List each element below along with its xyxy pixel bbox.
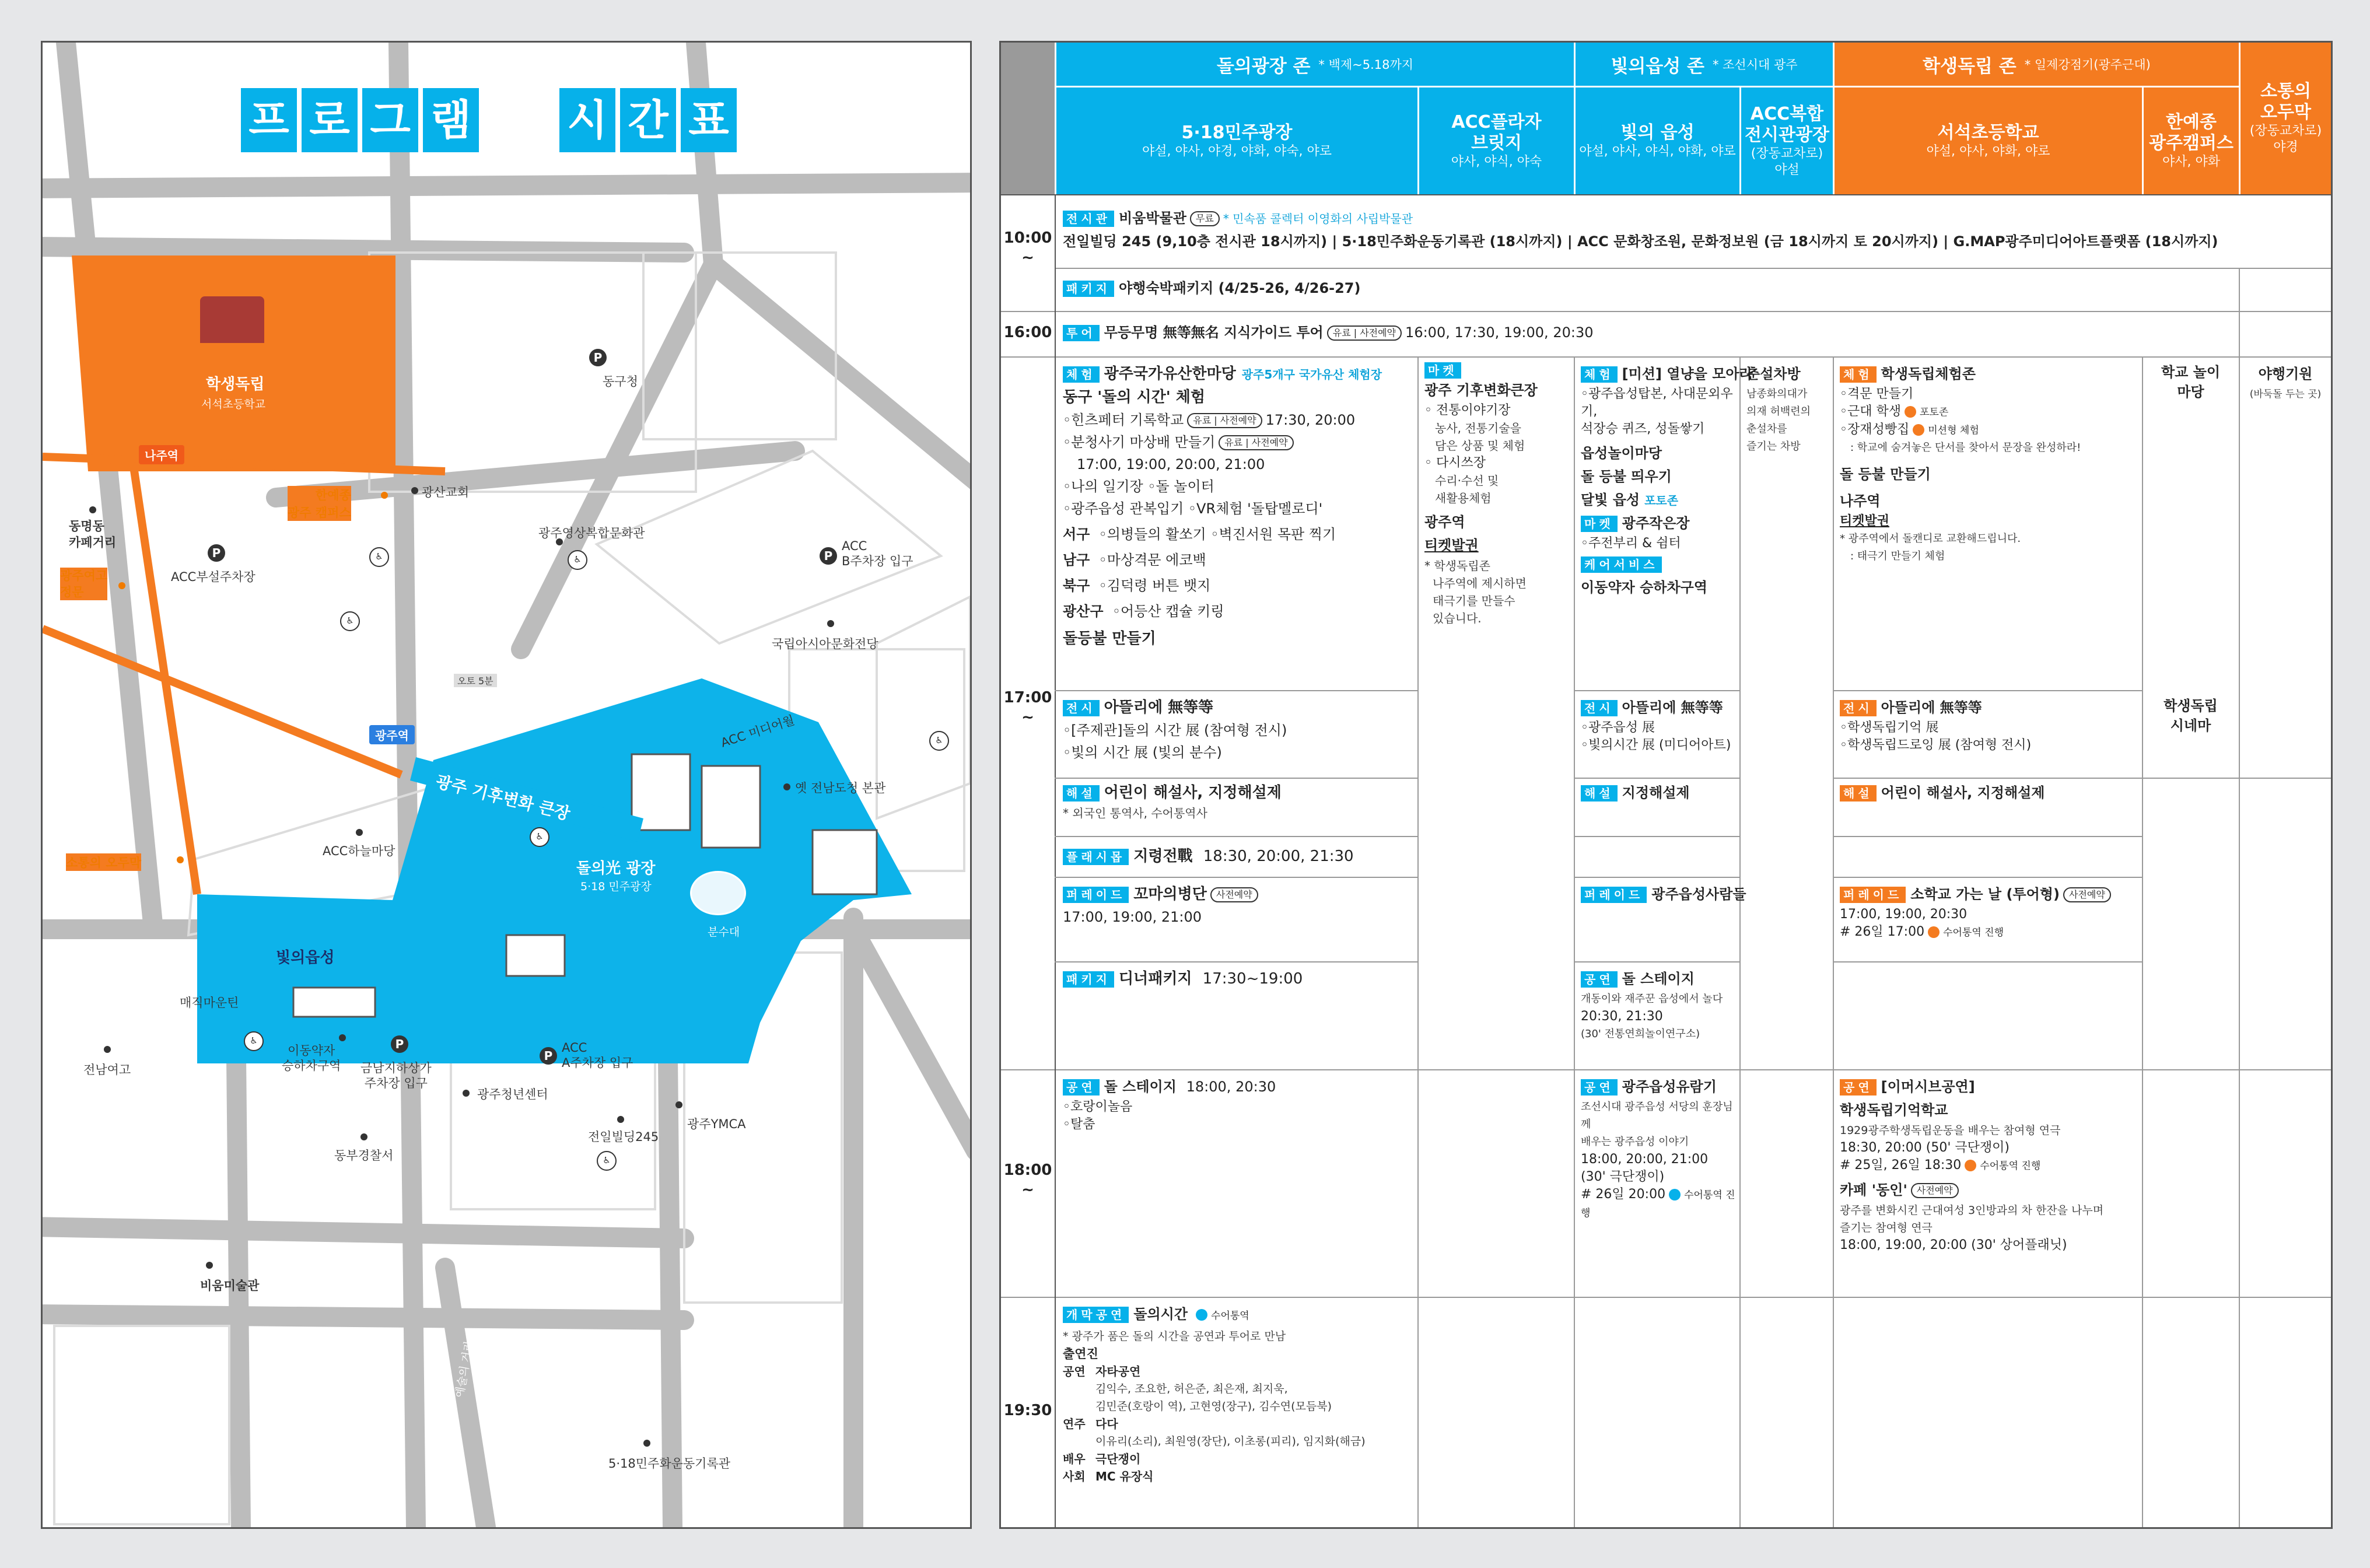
grid-line [1833, 690, 2142, 691]
sotong-dot [177, 856, 184, 863]
grid-line [1055, 836, 1417, 837]
row-1000-line2: 전일빌딩 245 (9,10층 전시관 18시까지) | 5·18민주화운동기록관 (18시까지) | ACC 문화창조원, 문화정보원 (금 18시까지 토 20시까지) | G.MAP광주미디어아트플랫폼 (18시까지) [1063, 233, 2218, 250]
acc-dot [827, 620, 834, 627]
grid-line [1055, 877, 1417, 878]
cafe-street-label: 동명동 카페거리 [69, 519, 117, 550]
subzone-518-plaza: 5·18민주광장 야설, 야사, 야경, 야화, 야숙, 야로 [1056, 88, 1417, 194]
light-fortress-name: 빛의읍성 [276, 949, 335, 967]
grid-line [1574, 961, 1739, 963]
col-bridge-cell: 마켓 광주 기후변화큰장 ◦ 전통이야기장 농사, 전통기술을 담은 상품 및 체험 ◦ 다시쓰장 수리·수선 및 새활용체험 광주역 티켓발권 * 학생독립존 나주역에 제시하면 태극기를 만들수 있습니다. [1424, 363, 1538, 625]
grid-line [2142, 778, 2331, 779]
row-1800-fortress: 공연 광주읍성유람기 조선시대 광주읍성 서당의 훈장님께 배우는 광주읍성 이야기 18:00, 20:00, 21:00 (30' 극단쟁이) # 26일 20:00 수어통역 진행 [1581, 1079, 1735, 1219]
grid-line [1833, 356, 1834, 1527]
sky-yard-label: ACC하늘마당 [323, 844, 395, 858]
row-1600-tour: 투어 무등무명 無等無名 지식가이드 투어 유료 | 사전예약 16:00, 17:30, 19:00, 20:30 [1063, 321, 1593, 344]
ymca-dot [675, 1101, 682, 1108]
independence-zone-name: 학생독립 [206, 376, 265, 393]
sign-language-icon [1669, 1189, 1681, 1200]
restroom-icon: ♿ [568, 550, 587, 570]
col-independence-cell: 체험 학생독립체험존 ◦격문 만들기 ◦근대 학생 포토존 ◦장재성빵집 미션형 체험 : 학교에 숨겨놓은 단서를 찾아서 문장을 완성하라! 돌 등불 만들기 나주역 티켓발권 * 광주역에서 돌캔디로 교환해드립니다. : 태극기 만들기 체험 [1840, 366, 2081, 562]
underground-parking-label: 금남지하상가 주차장 입구 [360, 1061, 432, 1090]
donggu-office-label: 동구청 [603, 374, 638, 388]
grid-line [1574, 356, 1575, 1527]
fountain-icon [690, 871, 746, 915]
col-fortress-parade: 퍼레이드 광주읍성사람들 [1581, 883, 1738, 906]
old-provincial-hall-dot [783, 783, 790, 790]
grid-line [2239, 268, 2240, 1527]
fountain-label: 분수대 [708, 926, 740, 939]
gwangju-station-badge: 광주역 [369, 725, 415, 744]
sky-yard-dot [356, 829, 363, 836]
art-street-label: 예술의 거리 [453, 1340, 476, 1399]
grid-line [1001, 356, 2331, 358]
mission-icon [1913, 424, 1924, 436]
media-wall-label: ACC 미디어월 [719, 713, 796, 750]
restroom-icon: ♿ [369, 547, 389, 567]
restroom-icon: ♿ [530, 827, 549, 847]
zone-independence: 학생독립 존 * 일제강점기(광주근대) [1835, 43, 2239, 86]
col-fortress-commentary: 해설 지정해설제 [1581, 781, 1738, 804]
parking-icon: P [540, 1047, 557, 1065]
magic-mountain-label: 매직마운틴 [180, 996, 239, 1010]
jeonil-dot [617, 1116, 624, 1123]
acc-parking-label: ACC부설주차장 [171, 570, 255, 584]
col-518-package: 패키지 디너패키지 17:30~19:00 [1063, 967, 1413, 991]
independence-zone-sub: 서석초등학교 [201, 398, 266, 411]
zone-stone-plaza: 돌의광장 존 * 백제~5.18까지 [1056, 43, 1574, 86]
museum-label: 비움미술관 [200, 1279, 260, 1293]
col-518-parade: 퍼레이드 꼬마의병단 사전예약 17:00, 19:00, 21:00 [1063, 883, 1413, 928]
stone-plaza-name: 돌의光 광장 [576, 860, 656, 877]
campus-map [41, 41, 972, 1529]
map-title-char-4: 램 [423, 88, 479, 152]
grid-line [1417, 356, 1419, 1527]
time-1700: 17:00 ~ [1003, 689, 1052, 726]
col-fortress-stage: 공연 돌 스테이지 개동이와 재주꾼 읍성에서 놀다 20:30, 21:30 (30' 전통연희놀이연구소) [1581, 971, 1723, 1040]
subzone-light-fortress: 빛의 읍성 야설, 야사, 야식, 야화, 야로 [1576, 88, 1739, 194]
jeonil-label: 전일빌딩245 [588, 1130, 659, 1144]
acc-b-parking-label: ACC B주차장 입구 [842, 539, 913, 568]
grid-line [1833, 961, 2142, 963]
walk-time-label: 오토 5분 [454, 674, 497, 687]
map-title-char-1: 프 [241, 88, 297, 152]
col-independence-exhibit: 전시 아뜰리에 無等等 ◦학생독립기억 展 ◦학생독립드로잉 展 (참여형 전시) [1840, 699, 2032, 752]
grid-line [1055, 690, 1417, 691]
col-518-exhibit: 전시 아뜰리에 無等等 ◦[주제관]돌의 시간 展 (참여형 전시) ◦빛의 시간 展 (빛의 분수) [1063, 699, 1287, 761]
hanyejong-label: 한예종 광주 캠퍼스 [288, 486, 351, 521]
restroom-icon: ♿ [244, 1031, 264, 1051]
row-1930-opening: 개막공연 돌의시간 수어통역 * 광주가 품은 돌의 시간을 공연과 투어로 만남 출연진 공연 자타공연 김익수, 조요한, 허은준, 최은재, 최지욱, 김민준(호랑이 역), 고현영(장구), 김수연(모듬북) 연주 다다 이유리(소리), 최원영(장단), 이초롱(피리), 임지화(해금) 배우 극단쟁이 사회 MC 유장식 [1063, 1306, 1366, 1483]
youth-center-label: 광주청년센터 [477, 1087, 548, 1101]
girls-high-label: 광주여고 정문 [60, 569, 108, 599]
grid-line [1001, 311, 2331, 312]
grid-line [1833, 836, 2142, 837]
col-independence-parade: 퍼레이드 소학교 가는 날 (투어형) 사전예약 17:00, 19:00, 20:30 # 26일 17:00 수어통역 진행 [1840, 883, 2137, 942]
grid-line [1055, 961, 1417, 963]
col-knua-play: 학교 놀이 마당 [2161, 364, 2221, 400]
col-fortress-cell: 체험 [미션] 열냥을 모아라 ◦광주읍성탑본, 사대문외우기, 석장승 퀴즈, 성돌쌓기 읍성놀이마당 돌 등불 띄우기 달빛 읍성 포토존 마켓 광주작은장 ◦주전부리 & 쉼터 케어서비스 이동약자 승하차구역 [1581, 366, 1753, 596]
naju-station-badge: 나주역 [139, 445, 184, 464]
church-dot [411, 487, 418, 494]
acc-label: 국립아시아문화전당 [772, 637, 878, 651]
ymca-label: 광주YMCA [687, 1117, 746, 1131]
sign-language-icon [1196, 1309, 1207, 1321]
grid-line [1574, 836, 1739, 837]
map-title-char-3: 그 [362, 88, 418, 152]
grid-line [1574, 690, 1739, 691]
dropoff-label: 이동약자 승하차구역 [282, 1044, 341, 1073]
subzone-knua: 한예종 광주캠퍼스 야사, 야화 [2144, 88, 2239, 194]
col-518-flashmob: 플래시몹 지령전戰 18:30, 20:00, 21:30 [1063, 845, 1413, 868]
police-dot [360, 1133, 367, 1140]
jeonnam-girls-dot [104, 1046, 111, 1053]
restroom-icon: ♿ [340, 611, 360, 631]
grid-line [1001, 1069, 2331, 1070]
archive-label: 5·18민주화운동기록관 [608, 1457, 731, 1471]
time-1000: 10:00 ~ [1003, 229, 1052, 267]
dropoff-dot [339, 1034, 346, 1041]
row-1800-stage: 공연 돌 스테이지 18:00, 20:30 ◦호랑이놀음 ◦탈춤 [1063, 1079, 1276, 1132]
time-1800: 18:00 ~ [1003, 1161, 1052, 1199]
map-title-char-6: 간 [620, 88, 676, 152]
col-518-commentary: 해설 어린이 해설사, 지정해설제 * 외국인 통역사, 수어통역사 [1063, 784, 1282, 820]
restroom-icon: ♿ [929, 731, 949, 751]
girls-high-dot [118, 582, 125, 589]
sotong-label: 소통의 오두막 [66, 853, 141, 871]
grid-line [1574, 877, 1739, 878]
header-corner [1001, 43, 1055, 194]
col-sotong-wish: 야행기원 (바둑돌 두는 곳) [2249, 366, 2322, 400]
parking-icon: P [589, 349, 607, 366]
col-knua-cinema: 학생독립 시네마 [2164, 698, 2218, 734]
sign-language-icon [1928, 926, 1940, 938]
grid-line [2142, 356, 2143, 1527]
grid-line [1833, 877, 2142, 878]
photo-zone-icon [1905, 406, 1916, 418]
grid-line [1739, 356, 1741, 1527]
grid-line [1001, 194, 2331, 195]
subzone-acc-exhibit: ACC복합 전시관광장 (장동교차로) 야설 [1741, 88, 1833, 194]
col-518-cell: 체험 광주국가유산한마당 광주5개구 국가유산 체험장 동구 '돌의 시간' 체험 ◦힌츠페터 기록학교 유료 | 사전예약 17:30, 20:00 ◦분청사기 마상배 만들기 유료 | 사전예약 17:00, 19:00, 20:00, 21:00 ◦나의 일기장 ◦돌 놀이터 ◦광주읍성 관복입기 ◦VR체험 '돌탑멜로디' 서구 ◦의병들의 활쏘기 ◦벽진서원 목판 찍기 남구 ◦마상격문 에코백 북구 ◦김덕령 버튼 뱃지 광산구 ◦어등산 캡슐 키링 돌등불 만들기 [1063, 365, 1382, 648]
grid-line [1055, 268, 2331, 269]
zone-sotong: 소통의 오두막 (장동교차로) 야경 [2241, 43, 2331, 194]
col-fortress-exhibit: 전시 아뜰리에 無等等 ◦광주읍성 展 ◦빛의시간 展 (미디어아트) [1581, 699, 1731, 752]
col-independence-commentary: 해설 어린이 해설사, 지정해설제 [1840, 781, 2137, 804]
row-1800-independence: 공연 [이머시브공연] 학생독립기억학교 1929광주학생독립운동을 배우는 참여형 연극 18:30, 20:00 (50' 극단쟁이) # 25일, 26일 18:30 수어통역 진행 카페 '동인' 사전예약 광주를 변화시킨 근대여성 3인방과의 차 한잔을 나누며 즐기는 참여형 연극 18:00, 19:00, 20:00 (30' 상어플래닛) [1840, 1079, 2104, 1252]
acc-a-parking-label: ACC A주차장 입구 [562, 1041, 633, 1070]
stone-plaza-sub: 5·18 민주광장 [580, 880, 652, 893]
cafe-street-dot [89, 506, 96, 513]
parking-icon: P [208, 544, 225, 562]
jeonnam-girls-label: 전남여고 [83, 1063, 131, 1077]
map-title-char-5: 시 [559, 88, 615, 152]
youth-center-dot [463, 1090, 470, 1097]
zone-light-fortress: 빛의읍성 존 * 조선시대 광주 [1576, 43, 1833, 86]
row-1000-package: 패키지 야행숙박패키지 (4/25-26, 4/26-27) [1063, 277, 1360, 299]
old-provincial-hall-label: 옛 전남도청 본관 [795, 781, 886, 795]
restroom-icon: ♿ [597, 1151, 617, 1171]
map-title-char-7: 표 [681, 88, 737, 152]
parking-icon: P [391, 1035, 408, 1053]
film-center-label: 광주영상복합문화관 [538, 526, 645, 540]
grid-line [1001, 1297, 2331, 1298]
row-1000-line1: 전시관 비움박물관 무료 * 민속품 콜렉터 이영화의 사립박물관 [1063, 207, 1413, 229]
time-1930: 19:30 [1003, 1402, 1052, 1419]
school-building-icon [200, 296, 264, 343]
archive-dot [643, 1440, 650, 1447]
sign-language-icon [1965, 1160, 1976, 1171]
grid-line [1574, 778, 1739, 779]
police-label: 동부경찰서 [334, 1149, 394, 1163]
road-name: 광주 기후변화 큰장 [433, 771, 572, 824]
grid-line [1833, 778, 2142, 779]
col-tearoom-cell: 춘설차방 남종화의대가 의재 허백련의 춘설차를 즐기는 차방 [1746, 366, 1811, 453]
church-label: 광산교회 [422, 485, 470, 499]
time-1600: 16:00 [1003, 324, 1052, 341]
museum-dot [206, 1262, 213, 1269]
hanyejong-dot [381, 492, 388, 499]
grid-line [1055, 778, 1417, 779]
program-timetable [999, 41, 2333, 1529]
map-title-char-2: 로 [302, 88, 358, 152]
subzone-acc-bridge: ACC플라자 브릿지 야사, 야식, 야숙 [1419, 88, 1574, 194]
parking-icon: P [820, 547, 837, 565]
grid-line [1055, 194, 1056, 1527]
subzone-seoseok: 서석초등학교 야설, 야사, 야화, 야로 [1835, 88, 2142, 194]
